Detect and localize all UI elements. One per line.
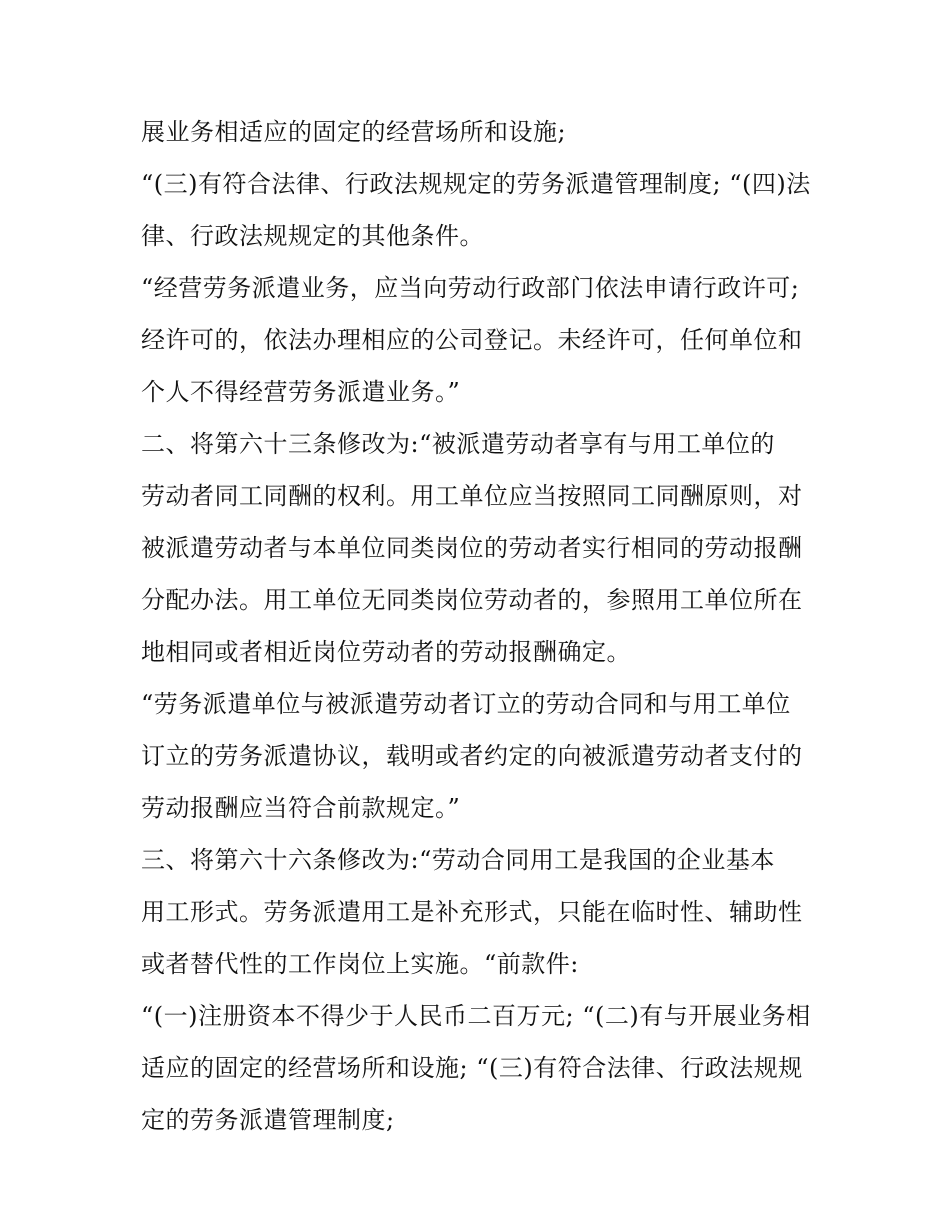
text-line: 劳动者同工同酬的权利。用工单位应当按照同工同酬原则，对 — [141, 482, 803, 510]
text-line: “劳务派遣单位与被派遣劳动者订立的劳动合同和与用工单位 — [141, 690, 791, 718]
text-line: 三、将第六十六条修改为:“劳动合同用工是我国的企业基本 — [141, 846, 775, 874]
text-line: 分配办法。用工单位无同类岗位劳动者的，参照用工单位所在 — [141, 586, 803, 614]
text-line: “(一)注册资本不得少于人民币二百万元; “(二)有与开展业务相 — [141, 1002, 811, 1030]
text-line: 展业务相适应的固定的经营场所和设施; — [141, 118, 567, 146]
text-line: 劳动报酬应当符合前款规定。” — [141, 794, 461, 822]
text-line: “经营劳务派遣业务，应当向劳动行政部门依法申请行政许可; — [141, 274, 800, 302]
text-line: “(三)有符合法律、行政法规规定的劳务派遣管理制度; “(四)法 — [141, 170, 811, 198]
text-line: 地相同或者相近岗位劳动者的劳动报酬确定。 — [141, 638, 631, 666]
text-line: 二、将第六十三条修改为:“被派遣劳动者享有与用工单位的 — [141, 430, 775, 458]
text-line: 经许可的，依法办理相应的公司登记。未经许可，任何单位和 — [141, 326, 803, 354]
text-line: 用工形式。劳务派遣用工是补充形式，只能在临时性、辅助性 — [141, 898, 803, 926]
text-line: 律、行政法规规定的其他条件。 — [141, 222, 484, 250]
text-line: 个人不得经营劳务派遣业务。” — [141, 378, 461, 406]
text-line: 订立的劳务派遣协议，载明或者约定的向被派遣劳动者支付的 — [141, 742, 803, 770]
text-line: 或者替代性的工作岗位上实施。“前款件: — [141, 950, 579, 978]
text-line: 定的劳务派遣管理制度; — [141, 1106, 395, 1134]
text-line: 被派遣劳动者与本单位同类岗位的劳动者实行相同的劳动报酬 — [141, 534, 803, 562]
text-line: 适应的固定的经营场所和设施; “(三)有符合法律、行政法规规 — [141, 1054, 803, 1082]
document-body — [141, 106, 821, 1146]
